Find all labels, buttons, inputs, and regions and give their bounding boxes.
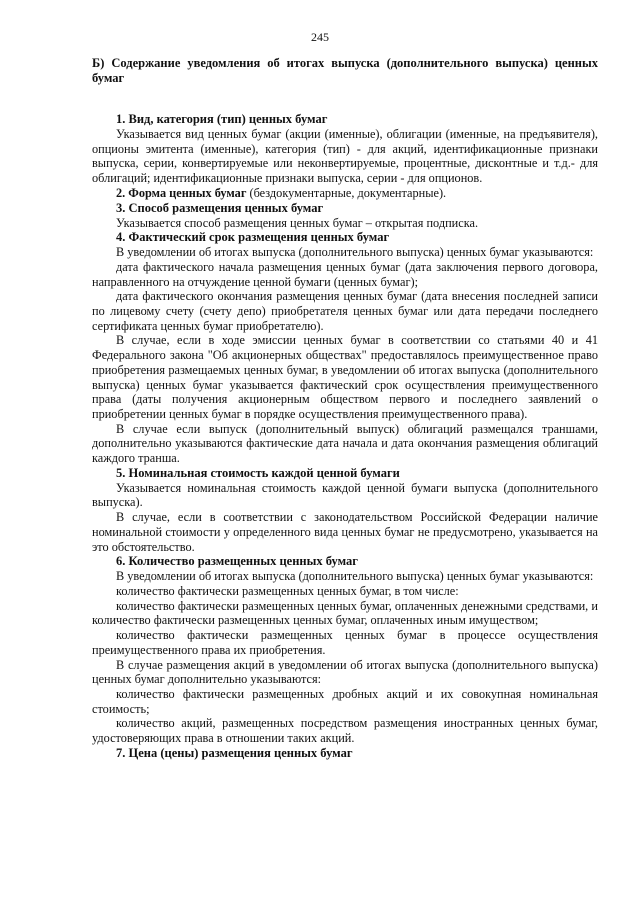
section-2-paragraph (92, 186, 598, 201)
document-heading: Б) Содержание уведомления об итогах выпуска (дополнительного выпуска) ценных бумаг (92, 56, 598, 85)
section-1-text: Указывается вид ценных бумаг (акции (именные), облигации (именные, на предъявителя), опционы эмитента (именные), категория (тип) - для акций, идентификационные признаки выпуска, серии, конвертируемые или неконвертируемые, процентные, дисконтные и т.д.- для облигаций; идентификационные признаки выпуска, серии - для опционов. (92, 127, 598, 186)
section-3-title: 3. Способ размещения ценных бумаг (116, 200, 324, 215)
section-6-paragraph: количество фактически размещенных ценных бумаг, в том числе: (116, 583, 459, 598)
page-number: 245 (311, 30, 329, 44)
section-6-paragraph: В уведомлении об итогах выпуска (дополнительного выпуска) ценных бумаг указываются: (116, 569, 594, 584)
section-6-paragraph: количество фактически размещенных ценных бумаг в процессе осуществления преимущественного права их приобретения. (92, 628, 598, 657)
section-4-paragraph: В случае, если в ходе эмиссии ценных бумаг в соответствии со статьями 40 и 41 Федерального закона "Об акционерных обществах" предоставлялось преимущественное право приобретения размещаемых ценных бумаг, в уведомлении об итогах выпуска (дополнительного выпуска) ценных бумаг указывается фактический срок осуществления преимущественного права (даты получения акционерным обществом первого и последнего заявлений о приобретении ценных бумаг в порядке осуществления преимущественного права). (92, 333, 598, 421)
section-5-title: 5. Номинальная стоимость каждой ценной бумаги (116, 465, 400, 480)
section-3-text: Указывается способ размещения ценных бумаг – открытая подписка. (116, 215, 479, 230)
section-6-title: 6. Количество размещенных ценных бумаг (116, 554, 358, 569)
section-4-paragraph: дата фактического окончания размещения ценных бумаг (дата внесения последней записи по лицевому счету (счету депо) приобретателя ценных бумаг или дата передачи последнего сертификата ценных бумаг приобретателю). (92, 289, 598, 333)
section-6-paragraph: количество акций, размещенных посредством размещения иностранных ценных бумаг, удостоверяющих права в отношении таких акций. (92, 716, 598, 746)
section-5-paragraph: В случае, если в соответствии с законодательством Российской Федерации наличие номинальной стоимости у определенного вида ценных бумаг не предусмотрено, указывается на это обстоятельство. (92, 510, 598, 554)
section-2-text: (бездокументарные, документарные). (246, 185, 447, 200)
section-4-paragraph: дата фактического начала размещения ценных бумаг (дата заключения первого договора, направленного на отчуждение ценной бумаги (ценных бумаг); (92, 259, 598, 289)
section-2-title: 2. Форма ценных бумаг (116, 185, 247, 200)
section-5-paragraph: Указывается номинальная стоимость каждой ценной бумаги выпуска (дополнительного выпуска). (92, 480, 598, 510)
section-6-paragraph: количество фактически размещенных дробных акций и их совокупная номинальная стоимость; (92, 686, 598, 716)
section-4-title: 4. Фактический срок размещения ценных бумаг (116, 230, 390, 245)
section-1-title: 1. Вид, категория (тип) ценных бумаг (116, 112, 328, 126)
section-7-title: 7. Цена (цены) размещения ценных бумаг (116, 745, 353, 760)
section-6-paragraph: В случае размещения акций в уведомлении об итогах выпуска (дополнительного выпуска) ценных бумаг дополнительно указываются: (92, 657, 598, 687)
section-6-paragraph: количество фактически размещенных ценных бумаг, оплаченных денежными средствами, и количество фактически размещенных ценных бумаг, оплаченных иным имуществом; (92, 598, 598, 628)
section-4-paragraph: В случае если выпуск (дополнительный выпуск) облигаций размещался траншами, дополнительно указываются фактические дата начала и дата окончания размещения облигаций каждого транша. (92, 421, 598, 466)
section-4-paragraph: В уведомлении об итогах выпуска (дополнительного выпуска) ценных бумаг указываются: (116, 245, 594, 260)
